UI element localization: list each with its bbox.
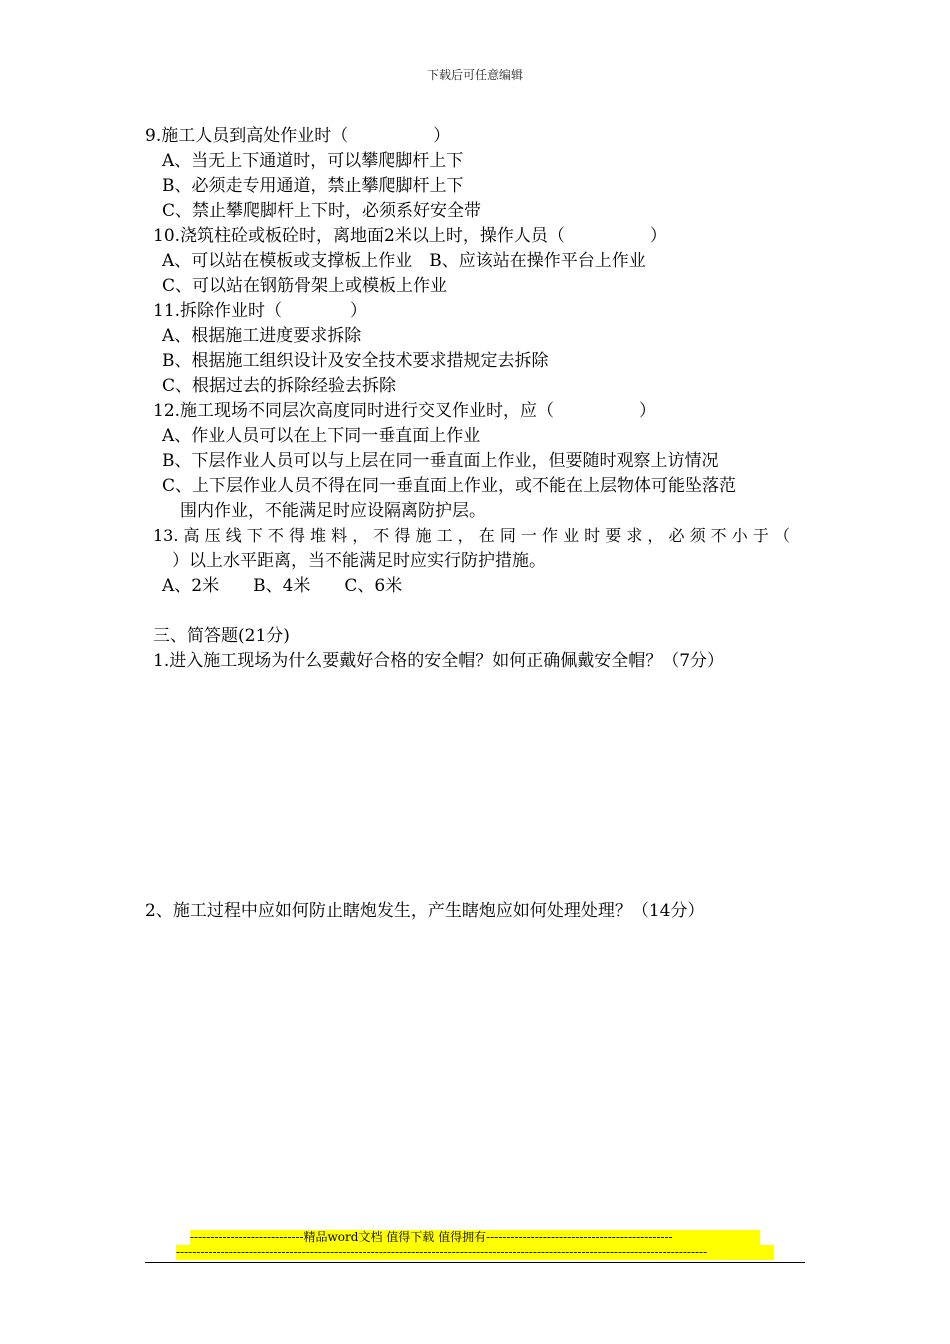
- question-9-option-a: A、当无上下通道时，可以攀爬脚杆上下: [162, 151, 464, 171]
- question-9-option-b: B、必须走专用通道，禁止攀爬脚杆上下: [162, 176, 464, 196]
- short-answer-question-1: 1.进入施工现场为什么要戴好合格的安全帽？如何正确佩戴安全帽？（7分）: [153, 651, 725, 671]
- question-11-stem: 11.拆除作业时（ ）: [153, 301, 368, 321]
- footer-dash-line: -----------------------------------------------------------------------------------------------------------------------------------: [176, 1245, 774, 1260]
- question-11-option-a: A、根据施工进度要求拆除: [162, 326, 362, 346]
- question-10-stem: 10.浇筑柱砼或板砼时，离地面2米以上时，操作人员（ ）: [153, 226, 667, 246]
- question-10-option-c: C、可以站在钢筋骨架上或模板上作业: [162, 276, 448, 296]
- short-answer-question-2: 2、施工过程中应如何防止瞎炮发生，产生瞎炮应如何处理处理？（14分）: [145, 901, 705, 921]
- question-12-option-a: A、作业人员可以在上下同一垂直面上作业: [162, 426, 481, 446]
- question-13-stem: 13. 高 压 线 下 不 得 堆 料 ， 不 得 施 工 ， 在 同 一 作 业 时 要 求 ， 必 须 不 小 于 （: [153, 526, 790, 545]
- question-13-options: A、2米 B、4米 C、6米: [162, 576, 403, 596]
- question-12-stem: 12.施工现场不同层次高度同时进行交叉作业时，应（ ）: [153, 401, 657, 421]
- question-13-stem-continued: ）以上水平距离，当不能满足时应实行防护措施。: [172, 551, 546, 571]
- question-12-option-b: B、下层作业人员可以与上层在同一垂直面上作业，但要随时观察上访情况: [162, 451, 719, 471]
- footer-rule: [145, 1262, 805, 1263]
- question-9-stem: 9.施工人员到高处作业时（ ）: [145, 126, 451, 146]
- page-header: 下载后可任意编辑: [426, 68, 523, 82]
- section-3-title: 三、简答题(21分): [153, 626, 290, 646]
- question-12-option-c-continued: 围内作业，不能满足时应设隔离防护层。: [180, 501, 486, 521]
- question-11-option-b: B、根据施工组织设计及安全技术要求措规定去拆除: [162, 351, 549, 371]
- footer-banner: ----------------------------精品word文档 值得下载 值得拥有----------------------------------------------: [190, 1230, 760, 1245]
- question-11-option-c: C、根据过去的拆除经验去拆除: [162, 376, 397, 396]
- question-10-option-ab: A、可以站在模板或支撑板上作业 B、应该站在操作平台上作业: [162, 251, 646, 271]
- question-9-option-c: C、禁止攀爬脚杆上下时，必须系好安全带: [162, 201, 482, 221]
- question-12-option-c: C、上下层作业人员不得在同一垂直面上作业，或不能在上层物体可能坠落范: [162, 476, 737, 496]
